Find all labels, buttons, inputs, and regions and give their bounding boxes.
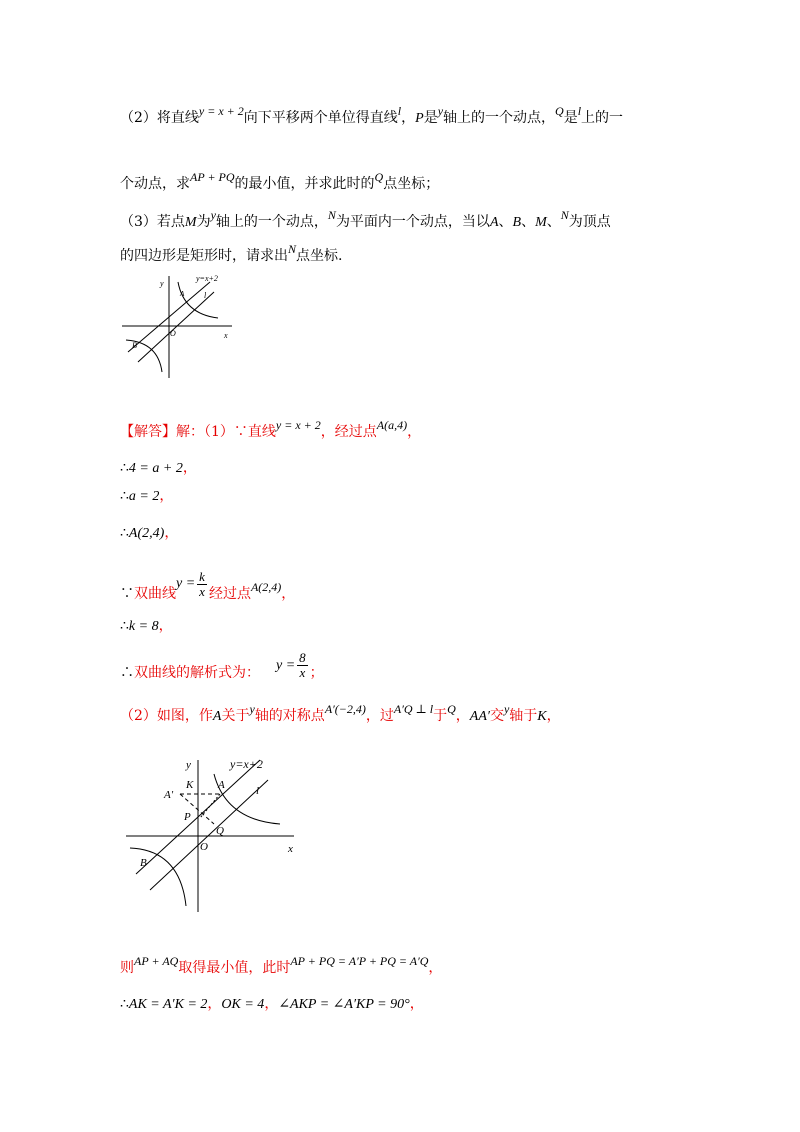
solution-line-9: 则AP + AQ取得最小值，此时AP + PQ = A′P + PQ = A′Q， — [120, 954, 443, 976]
problem-3-line-2: 的四边形是矩形时，请求出N点坐标. — [120, 242, 343, 264]
fraction-k-over-x: $\frac{k}{x}$ — [199, 568, 205, 599]
fig1-a-label: A — [180, 290, 185, 298]
solution-line-1: 【解答】解：（1）∵直线y = x + 2，经过点A(a,4)， — [120, 418, 422, 440]
fig2-y-label: y — [186, 759, 191, 771]
fig1-hyperbola-upper — [178, 282, 218, 318]
fig1-line-l — [138, 292, 214, 362]
solution-line-8: （2）如图，作A关于y轴的对称点A′(−2,4)，过A′Q ⊥ l于Q，AA′交y轴于K， — [120, 702, 561, 724]
solution-line-5: ∵双曲线y = $\frac{k}{x}$ 经过点A(2,4)， — [120, 568, 296, 602]
fig1-line-label: y=x+2 — [196, 274, 218, 283]
solution-line-4: ∴A(2,4)， — [120, 525, 179, 541]
fraction-8-over-x: $\frac{8}{x}$ — [299, 649, 306, 680]
fig1-l-label: l — [204, 291, 207, 300]
problem-2-line-1: （2）将直线y = x + 2向下平移两个单位得直线l，P是y轴上的一个动点，Q是l上的一 — [120, 104, 624, 126]
fig1-b-label: B — [132, 341, 137, 350]
fig2-a-prime-label: A′ — [164, 789, 174, 801]
solution-line-6: ∴k = 8， — [120, 618, 173, 634]
solution-line-7: ∴双曲线的解析式为： y = $\frac{8}{x}$ ； — [120, 649, 324, 681]
figure-2 — [122, 744, 308, 914]
fig2-line-label: y=x+2 — [230, 757, 263, 771]
solution-line-10: ∴AK = A′K = 2，OK = 4，∠AKP = ∠A′KP = 90°， — [120, 996, 424, 1012]
problem-3-line-1: （3）若点M为y轴上的一个动点，N为平面内一个动点，当以A、B、M、N为顶点 — [120, 208, 611, 230]
fig2-b-label: B — [140, 857, 147, 869]
fig2-l-label: l — [256, 785, 260, 797]
fig2-origin-label: O — [200, 841, 208, 853]
figure-1 — [118, 268, 238, 380]
fig2-q-label: Q — [216, 825, 224, 837]
fig2-p-label: P — [184, 811, 191, 823]
fig1-y-label: y — [160, 279, 164, 288]
fig2-x-label: x — [288, 843, 293, 855]
fig1-x-label: x — [224, 331, 228, 340]
problem-2-line-2: 个动点，求AP + PQ的最小值，并求此时的Q点坐标； — [120, 170, 440, 192]
fig2-a-label: A — [218, 779, 225, 791]
fig2-k-label: K — [186, 779, 194, 791]
solution-line-2: ∴4 = a + 2， — [120, 460, 197, 476]
fig1-origin-label: O — [170, 329, 176, 338]
fig2-hyperbola-lower — [130, 848, 186, 906]
solution-line-3: ∴a = 2， — [120, 488, 174, 504]
